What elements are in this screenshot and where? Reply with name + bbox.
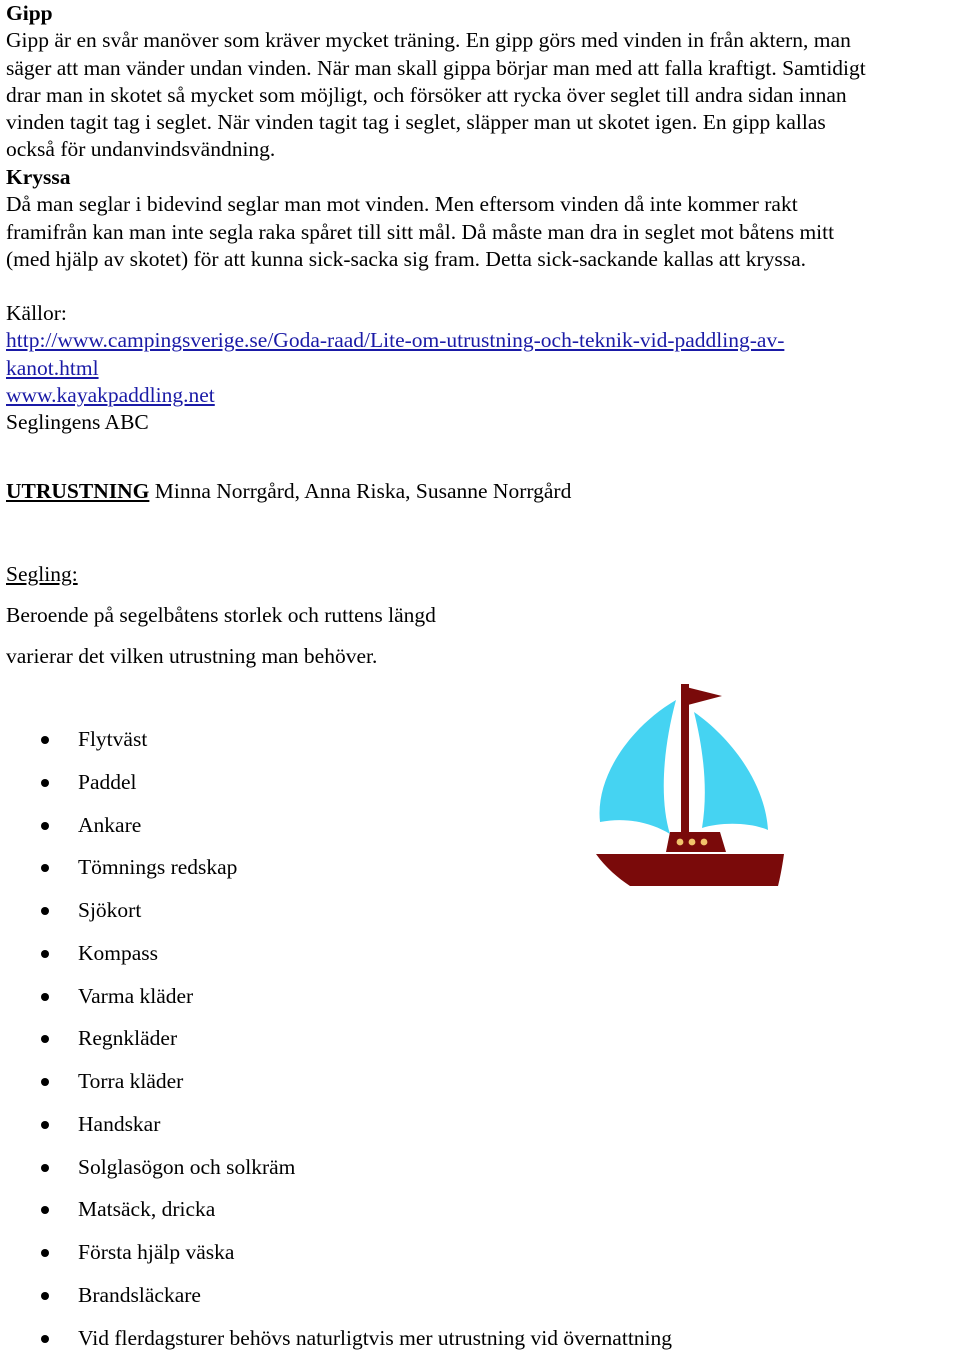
hull bbox=[596, 854, 784, 886]
gipp-line-3: drar man in skotet så mycket som möjligt, och försöker att rycka över seglet till andra sidan innan bbox=[6, 82, 956, 109]
list-item: Solglasögon och solkräm bbox=[0, 1146, 960, 1189]
sources-label: Källor: bbox=[6, 300, 956, 327]
bullet-icon bbox=[41, 1078, 49, 1086]
list-item: Ankare bbox=[0, 804, 960, 847]
source-link-kayakpaddling[interactable]: www.kayakpaddling.net bbox=[6, 383, 215, 407]
intro-line-1 bbox=[6, 602, 956, 629]
right-sail bbox=[694, 712, 768, 830]
list-item: Första hjälp väska bbox=[0, 1231, 960, 1274]
bullet-icon bbox=[41, 950, 49, 958]
left-sail bbox=[600, 700, 676, 834]
bullet-icon bbox=[41, 736, 49, 744]
porthole bbox=[689, 839, 696, 846]
bullet-icon bbox=[41, 1335, 49, 1343]
list-item: Sjökort bbox=[0, 889, 960, 932]
gipp-heading: Gipp bbox=[6, 0, 956, 27]
list-item: Regnkläder bbox=[0, 1017, 960, 1060]
bullet-icon bbox=[41, 907, 49, 915]
porthole bbox=[701, 839, 708, 846]
kryssa-section bbox=[6, 164, 956, 273]
source-link-campingsverige-2[interactable]: kanot.html bbox=[6, 356, 99, 380]
segling-heading: Segling: bbox=[6, 562, 78, 586]
porthole bbox=[677, 839, 684, 846]
source-link-campingsverige-1[interactable]: http://www.campingsverige.se/Goda-raad/Lite-om-utrustning-och-teknik-vid-paddling-av- bbox=[6, 328, 784, 352]
bullet-icon bbox=[41, 1164, 49, 1172]
cabin bbox=[666, 832, 726, 852]
list-item: Handskar bbox=[0, 1103, 960, 1146]
list-item: Torra kläder bbox=[0, 1060, 960, 1103]
equipment-title-line bbox=[6, 478, 956, 505]
gipp-line-5: också för undanvindsvändning. bbox=[6, 136, 956, 163]
list-item: Paddel bbox=[0, 761, 960, 804]
equipment-list bbox=[0, 718, 960, 1359]
gipp-line-1: Gipp är en svår manöver som kräver mycket träning. En gipp görs med vinden in från aktern, man bbox=[6, 27, 956, 54]
segling-heading-line bbox=[6, 561, 956, 588]
kryssa-line-2: framifrån kan man inte segla raka spåret till sitt mål. Då måste man dra in seglet mot båtens mitt bbox=[6, 219, 956, 246]
bullet-icon bbox=[41, 993, 49, 1001]
list-item: Brandsläckare bbox=[0, 1274, 960, 1317]
bullet-icon bbox=[41, 1292, 49, 1300]
intro-text-2: varierar det vilken utrustning man behöver. bbox=[6, 644, 377, 668]
bullet-icon bbox=[41, 1121, 49, 1129]
sources-section bbox=[6, 300, 956, 436]
source-seglingens-abc: Seglingens ABC bbox=[6, 409, 956, 436]
list-item: Kompass bbox=[0, 932, 960, 975]
list-item: Vid flerdagsturer behövs naturligtvis mer utrustning vid övernattning bbox=[0, 1317, 960, 1359]
bullet-icon bbox=[41, 822, 49, 830]
bullet-icon bbox=[41, 1249, 49, 1257]
list-item: Matsäck, dricka bbox=[0, 1188, 960, 1231]
bullet-icon bbox=[41, 779, 49, 787]
list-item: Tömnings redskap bbox=[0, 846, 960, 889]
kryssa-heading: Kryssa bbox=[6, 164, 956, 191]
bullet-icon bbox=[41, 864, 49, 872]
equipment-authors: Minna Norrgård, Anna Riska, Susanne Norrgård bbox=[149, 479, 571, 503]
bullet-icon bbox=[41, 1035, 49, 1043]
kryssa-line-3: (med hjälp av skotet) för att kunna sick-sacka sig fram. Detta sick-sackande kallas att kryssa. bbox=[6, 246, 956, 273]
gipp-line-2: säger att man vänder undan vinden. När man skall gippa börjar man med att falla kraftigt. Samtidigt bbox=[6, 55, 956, 82]
bullet-icon bbox=[41, 1206, 49, 1214]
gipp-section bbox=[6, 0, 956, 164]
equipment-title: UTRUSTNING bbox=[6, 479, 149, 503]
list-item: Flytväst bbox=[0, 718, 960, 761]
kryssa-line-1: Då man seglar i bidevind seglar man mot vinden. Men eftersom vinden då inte kommer rakt bbox=[6, 191, 956, 218]
sailboat-icon bbox=[590, 682, 790, 892]
list-item: Varma kläder bbox=[0, 975, 960, 1018]
mast bbox=[681, 684, 689, 852]
gipp-line-4: vinden tagit tag i seglet. När vinden tagit tag i seglet, släpper man ut skotet igen. En gipp kallas bbox=[6, 109, 956, 136]
intro-text-1: Beroende på segelbåtens storlek och ruttens längd bbox=[6, 603, 436, 627]
intro-line-2 bbox=[6, 643, 956, 670]
